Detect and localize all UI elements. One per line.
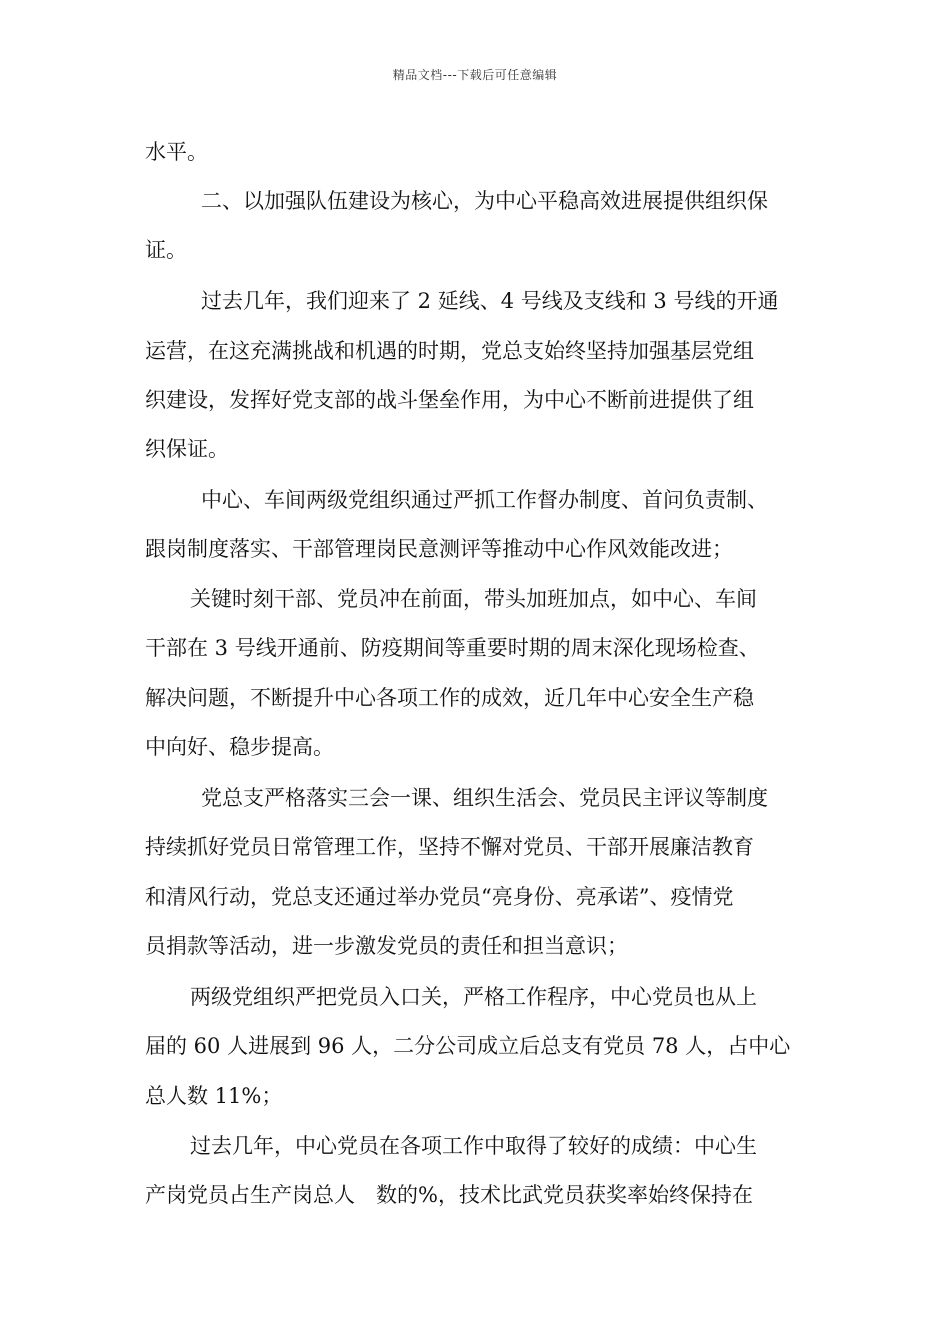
- text-line: 两级党组织严把党员入口关，严格工作程序，中心党员也从上: [190, 985, 757, 1009]
- text-line: 跟岗制度落实、干部管理岗民意测评等推动中心作风效能改进；: [145, 537, 733, 561]
- text-line: 中向好、稳步提高。: [145, 735, 334, 759]
- text-line: 届的 60 人进展到 96 人，二分公司成立后总支有党员 78 人，占中心: [145, 1034, 791, 1058]
- text-line: 解决问题，不断提升中心各项工作的成效，近几年中心安全生产稳: [145, 686, 754, 710]
- text-line: 织保证。: [145, 437, 229, 461]
- text-line: 党总支严格落实三会一课、组织生活会、党员民主评议等制度: [201, 786, 768, 810]
- text-line: 过去几年，我们迎来了 2 延线、4 号线及支线和 3 号线的开通: [201, 289, 779, 313]
- text-line: 干部在 3 号线开通前、防疫期间等重要时期的周末深化现场检查、: [145, 636, 760, 660]
- text-line: 织建设，发挥好党支部的战斗堡垒作用，为中心不断前进提供了组: [145, 388, 754, 412]
- text-line: 水平。: [145, 140, 208, 164]
- text-line: 中心、车间两级党组织通过严抓工作督办制度、首问负责制、: [201, 488, 768, 512]
- text-line: 过去几年，中心党员在各项工作中取得了较好的成绩：中心生: [190, 1134, 757, 1158]
- text-line: 持续抓好党员日常管理工作，坚持不懈对党员、干部开展廉洁教育: [145, 835, 754, 859]
- text-line: 关键时刻干部、党员冲在前面，带头加班加点，如中心、车间: [190, 587, 757, 611]
- text-line: 和清风行动，党总支还通过举办党员“亮身份、亮承诺”、疫情党: [145, 885, 734, 909]
- text-line: 二、以加强队伍建设为核心，为中心平稳高效进展提供组织保: [201, 189, 768, 213]
- text-line: 证。: [145, 238, 187, 262]
- text-line: 员捐款等活动，进一步激发党员的责任和担当意识；: [145, 934, 628, 958]
- text-line: 运营，在这充满挑战和机遇的时期，党总支始终坚持加强基层党组: [145, 339, 754, 363]
- text-line: 产岗党员占生产岗总人 数的%，技术比武党员获奖率始终保持在: [145, 1183, 753, 1207]
- page-header: 精品文档---下载后可任意编辑: [392, 68, 558, 82]
- text-line: 总人数 11%；: [145, 1084, 283, 1108]
